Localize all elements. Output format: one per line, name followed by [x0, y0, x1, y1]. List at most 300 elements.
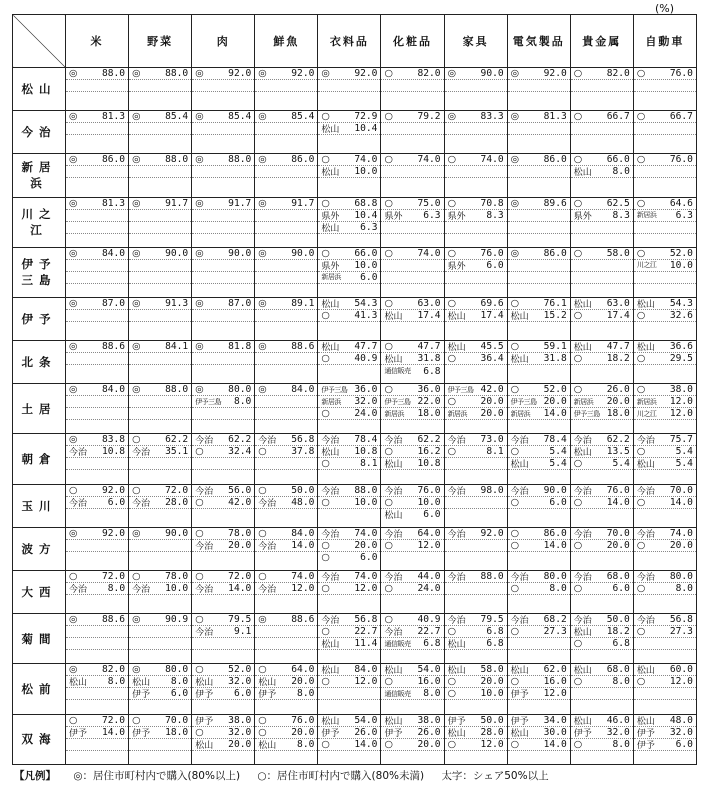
row-town-name: 新居浜: [13, 154, 66, 197]
table-cell: [381, 571, 444, 614]
destination-label: 今治: [384, 486, 403, 497]
cell-line: [508, 458, 570, 470]
share-value: 86.0: [543, 527, 567, 539]
share-value: 20.0: [606, 539, 630, 551]
share-value: 63.0: [606, 297, 630, 309]
row-town-name: 双海: [13, 714, 66, 764]
share-value: 64.0: [417, 527, 441, 539]
cell-line: [192, 751, 254, 763]
destination-label: 伊予: [132, 728, 151, 739]
share-mark: ◎: [69, 297, 78, 309]
share-value: 16.0: [543, 676, 567, 688]
cell-line: [381, 700, 443, 712]
share-value: 88.6: [291, 614, 315, 626]
share-mark: ○: [510, 384, 520, 396]
share-value: 58.0: [606, 247, 630, 259]
share-mark: ○: [384, 614, 393, 626]
table-cell: [381, 341, 444, 384]
table-row: [13, 154, 697, 197]
table-row: [13, 714, 697, 764]
share-value: 14.0: [543, 539, 567, 551]
destination-label: 松山: [384, 311, 403, 322]
cell-line: [445, 552, 507, 564]
share-value: 98.0: [480, 484, 504, 496]
destination-label: 伊予: [195, 690, 214, 701]
share-mark: ○: [447, 396, 456, 408]
share-value: 22.7: [354, 626, 378, 638]
share-mark: ◎: [69, 197, 78, 209]
share-mark: ○: [195, 527, 204, 539]
cell-line: [571, 638, 633, 650]
share-mark: ◎: [195, 384, 204, 396]
cell-line: [66, 310, 128, 322]
cell-line: [445, 80, 507, 92]
share-value: 56.8: [354, 614, 378, 626]
share-value: 42.0: [228, 496, 252, 508]
table-cell: [633, 111, 696, 154]
share-value: 66.0: [354, 247, 378, 259]
share-value: 56.0: [228, 484, 252, 496]
header-fish: 鮮魚: [255, 15, 318, 68]
share-value: 31.8: [417, 353, 441, 365]
table-cell: [66, 384, 129, 434]
cell-line: [192, 458, 254, 470]
share-value: 6.8: [486, 638, 504, 650]
share-mark: ○: [258, 726, 267, 738]
table-cell: [255, 571, 318, 614]
share-value: 89.6: [543, 197, 567, 209]
share-value: 10.4: [354, 209, 378, 221]
cell-line: [445, 458, 507, 470]
cell-line: [508, 135, 570, 147]
share-mark: ◎: [195, 154, 204, 166]
cell-line: [66, 322, 128, 334]
destination-label: 今治: [447, 529, 466, 540]
cell-line: [66, 552, 128, 564]
table-cell: [444, 484, 507, 527]
share-value: 8.0: [297, 738, 315, 750]
share-value: 84.0: [354, 664, 378, 676]
cell-line: [381, 650, 443, 662]
cell-line: [381, 583, 443, 595]
share-value: 86.0: [543, 247, 567, 259]
destination-label: 松山: [447, 666, 466, 677]
share-value: 8.3: [486, 209, 504, 221]
cell-line: [66, 688, 128, 700]
cell-line: [66, 111, 128, 123]
cell-line: [192, 68, 254, 80]
cell-line: [318, 178, 380, 190]
destination-label: 今治: [195, 585, 214, 596]
share-value: 70.0: [606, 527, 630, 539]
cell-line: [192, 552, 254, 564]
table-cell: [507, 664, 570, 714]
cell-line: [381, 210, 443, 222]
share-mark: ○: [510, 539, 520, 551]
cell-line: [318, 614, 380, 626]
destination-label: 通信販売: [384, 367, 411, 376]
share-mark: ◎: [195, 341, 204, 353]
destination-label: 伊予: [636, 740, 655, 751]
cell-line: [634, 751, 696, 763]
cell-line: [318, 727, 380, 739]
share-mark: ◎: [132, 154, 141, 166]
cell-line: [634, 322, 696, 334]
cell-line: [634, 408, 696, 420]
share-value: 10.8: [354, 446, 378, 458]
share-value: 10.8: [101, 446, 126, 458]
table-body: [13, 68, 697, 765]
share-value: 5.4: [549, 446, 567, 458]
unit-label: (%): [655, 2, 675, 15]
share-value: 14.0: [354, 738, 378, 750]
cell-line: [255, 284, 317, 296]
table-cell: [570, 484, 633, 527]
cell-line: [192, 92, 254, 104]
cell-line: [571, 727, 633, 739]
cell-line: [255, 509, 317, 521]
table-cell: [633, 434, 696, 484]
cell-line: [255, 298, 317, 310]
cell-line: [255, 626, 317, 638]
destination-label: 今治: [195, 541, 214, 552]
table-cell: [633, 571, 696, 614]
header-cosmetics: 化粧品: [381, 15, 444, 68]
cell-line: [508, 310, 570, 322]
cell-line: [318, 166, 380, 178]
share-value: 35.1: [165, 446, 189, 458]
cell-line: [255, 614, 317, 626]
share-value: 20.0: [669, 539, 693, 551]
cell-line: [192, 509, 254, 521]
destination-label: 県外: [447, 261, 466, 272]
share-mark: ○: [510, 446, 520, 458]
cell-line: [192, 166, 254, 178]
share-mark: ◎: [258, 247, 267, 259]
share-value: 6.0: [360, 552, 378, 564]
share-value: 32.0: [669, 726, 693, 738]
cell-line: [192, 248, 254, 260]
share-mark: ○: [636, 68, 646, 79]
cell-line: [66, 739, 128, 751]
share-mark: ○: [447, 626, 456, 638]
share-mark: ○: [510, 527, 520, 539]
cell-line: [318, 676, 380, 688]
table-cell: [507, 384, 570, 434]
cell-line: [571, 509, 633, 521]
share-value: 14.0: [543, 408, 567, 420]
share-value: 32.4: [228, 446, 252, 458]
cell-line: [255, 396, 317, 408]
cell-line: [445, 434, 507, 446]
share-mark: ○: [384, 539, 393, 551]
share-value: 40.9: [417, 614, 441, 626]
cell-line: [255, 420, 317, 432]
share-mark: ○: [321, 197, 330, 209]
table-cell: [381, 714, 444, 764]
share-value: 76.0: [669, 68, 693, 79]
table-cell: [507, 434, 570, 484]
destination-label: 松山: [321, 168, 340, 179]
destination-label: 伊予三島: [195, 397, 222, 406]
share-value: 84.0: [101, 384, 126, 396]
cell-line: [381, 420, 443, 432]
destination-label: 今治: [447, 616, 466, 627]
share-mark: ○: [636, 154, 646, 166]
cell-line: [255, 123, 317, 135]
cell-line: [571, 80, 633, 92]
table-cell: [129, 111, 192, 154]
share-value: 6.0: [423, 509, 441, 521]
table-cell: [570, 68, 633, 111]
cell-line: [381, 234, 443, 246]
share-mark: ◎: [258, 614, 267, 626]
share-value: 8.0: [233, 396, 252, 408]
cell-line: [445, 111, 507, 123]
share-value: 6.8: [612, 638, 630, 650]
cell-line: [192, 396, 254, 408]
destination-label: 松山: [132, 678, 151, 689]
share-value: 78.0: [228, 527, 252, 539]
cell-line: [445, 322, 507, 334]
cell-line: [66, 614, 128, 626]
share-value: 10.4: [354, 123, 378, 135]
table-cell: [255, 527, 318, 570]
cell-line: [634, 68, 696, 80]
share-value: 52.0: [228, 664, 252, 676]
destination-label: 川之江: [636, 261, 657, 270]
share-value: 66.0: [606, 154, 630, 166]
share-value: 81.8: [228, 341, 252, 353]
share-value: 32.0: [228, 726, 252, 738]
cell-line: [66, 384, 128, 396]
cell-line: [381, 272, 443, 284]
destination-label: 今治: [321, 436, 340, 447]
table-cell: [192, 247, 255, 297]
table-cell: [129, 384, 192, 434]
share-value: 14.0: [669, 496, 693, 508]
header-automobile: 自動車: [633, 15, 696, 68]
cell-line: [318, 68, 380, 80]
cell-line: [381, 284, 443, 296]
share-mark: ○: [573, 583, 583, 595]
cell-line: [508, 166, 570, 178]
share-mark: ○: [132, 434, 141, 446]
table-cell: [129, 664, 192, 714]
table-cell: [192, 527, 255, 570]
share-mark: ○: [636, 111, 646, 123]
cell-line: [445, 68, 507, 80]
cell-line: [508, 234, 570, 246]
cell-line: [634, 178, 696, 190]
cell-line: [66, 446, 128, 458]
share-value: 5.4: [612, 458, 630, 470]
share-value: 64.6: [669, 197, 693, 209]
cell-line: [508, 739, 570, 751]
share-mark: ○: [384, 676, 393, 688]
cell-line: [255, 751, 317, 763]
destination-label: 伊予三島: [573, 409, 600, 418]
cell-line: [66, 751, 128, 763]
cell-line: [66, 353, 128, 365]
cell-line: [129, 540, 191, 552]
share-value: 56.8: [669, 614, 693, 626]
share-value: 17.4: [417, 309, 441, 321]
table-cell: [255, 341, 318, 384]
cell-line: [192, 583, 254, 595]
table-cell: [507, 197, 570, 247]
share-value: 81.3: [101, 111, 126, 123]
cell-line: [129, 80, 191, 92]
cell-line: [445, 92, 507, 104]
table-row: [13, 434, 697, 484]
cell-line: [381, 310, 443, 322]
share-value: 8.0: [297, 688, 315, 700]
share-mark: ◎: [195, 68, 204, 79]
share-mark: ○: [258, 446, 267, 458]
share-mark: ◎: [195, 197, 204, 209]
share-value: 74.0: [669, 527, 693, 539]
row-town-name: 土居: [13, 384, 66, 434]
table-cell: [507, 571, 570, 614]
cell-line: [255, 260, 317, 272]
table-cell: [318, 68, 381, 111]
share-value: 89.1: [291, 297, 315, 309]
cell-line: [255, 638, 317, 650]
share-value: 62.2: [228, 434, 252, 446]
share-value: 92.0: [543, 68, 567, 79]
cell-line: [318, 650, 380, 662]
row-town-name: 今治: [13, 111, 66, 154]
table-cell: [192, 197, 255, 247]
share-value: 34.0: [543, 714, 567, 726]
share-mark: ○: [258, 527, 267, 539]
cell-line: [255, 234, 317, 246]
share-value: 76.0: [417, 484, 441, 496]
share-mark: ○: [321, 583, 330, 595]
share-value: 20.0: [354, 539, 378, 551]
share-value: 36.0: [354, 384, 378, 396]
share-mark: ◎: [258, 154, 267, 166]
share-value: 10.8: [417, 458, 441, 470]
share-mark: ○: [384, 247, 393, 259]
table-cell: [129, 68, 192, 111]
cell-line: [571, 222, 633, 234]
cell-line: [129, 614, 191, 626]
share-value: 52.0: [543, 384, 567, 396]
share-value: 82.0: [417, 68, 441, 79]
share-mark: ◎: [258, 297, 267, 309]
share-mark: ◎: [69, 341, 78, 353]
cell-line: [445, 540, 507, 552]
cell-line: [508, 353, 570, 365]
destination-label: 今治: [636, 616, 655, 627]
row-town-name: 大西: [13, 571, 66, 614]
share-value: 54.3: [669, 297, 693, 309]
row-town-name: 松前: [13, 664, 66, 714]
table-cell: [444, 384, 507, 434]
cell-line: [255, 322, 317, 334]
cell-line: [381, 384, 443, 396]
table-cell: [192, 297, 255, 340]
share-value: 20.0: [291, 726, 315, 738]
cell-line: [66, 178, 128, 190]
share-value: 80.0: [228, 384, 252, 396]
share-mark: ○: [573, 247, 583, 259]
table-cell: [507, 484, 570, 527]
share-value: 8.0: [612, 166, 630, 178]
cell-line: [634, 166, 696, 178]
cell-line: [192, 322, 254, 334]
share-value: 12.0: [669, 408, 693, 420]
cell-line: [508, 583, 570, 595]
destination-label: 通信販売: [384, 639, 411, 648]
cell-line: [508, 365, 570, 377]
share-value: 20.0: [543, 396, 567, 408]
share-value: 81.3: [101, 197, 126, 209]
table-row: [13, 384, 697, 434]
destination-label: 松山: [258, 678, 277, 689]
share-value: 87.0: [101, 297, 126, 309]
cell-line: [571, 470, 633, 482]
destination-label: 松山: [384, 716, 403, 727]
cell-line: [508, 384, 570, 396]
share-mark: ◎: [69, 384, 78, 396]
share-value: 16.2: [417, 446, 441, 458]
cell-line: [192, 420, 254, 432]
row-town-name: 菊間: [13, 614, 66, 664]
share-value: 70.8: [480, 197, 504, 209]
share-mark: ○: [258, 484, 267, 496]
table-cell: [633, 297, 696, 340]
destination-label: 今治: [69, 585, 88, 596]
share-value: 91.7: [291, 197, 315, 209]
cell-line: [255, 92, 317, 104]
destination-label: 川之江: [636, 409, 657, 418]
cell-line: [318, 298, 380, 310]
cell-line: [634, 365, 696, 377]
cell-line: [192, 688, 254, 700]
table-cell: [507, 154, 570, 197]
cell-line: [129, 92, 191, 104]
cell-line: [634, 353, 696, 365]
share-mark: ◎: [321, 68, 330, 79]
cell-line: [571, 272, 633, 284]
cell-line: [571, 322, 633, 334]
destination-label: 松山: [384, 511, 403, 522]
share-value: 28.0: [165, 496, 189, 508]
cell-line: [634, 434, 696, 446]
table-cell: [255, 614, 318, 664]
share-value: 6.8: [486, 626, 504, 638]
cell-line: [381, 509, 443, 521]
share-mark: ◎: [132, 341, 141, 353]
share-value: 92.0: [228, 68, 252, 79]
share-value: 85.4: [291, 111, 315, 123]
share-value: 47.7: [354, 341, 378, 353]
share-value: 75.0: [417, 197, 441, 209]
share-mark: ○: [636, 353, 646, 365]
share-value: 32.0: [228, 676, 252, 688]
table-cell: [570, 247, 633, 297]
share-value: 74.0: [480, 154, 504, 166]
share-value: 36.6: [669, 341, 693, 353]
share-value: 84.1: [165, 341, 189, 353]
share-value: 18.0: [165, 726, 189, 738]
share-mark: ○: [321, 247, 330, 259]
cell-line: [129, 222, 191, 234]
table-cell: [129, 484, 192, 527]
